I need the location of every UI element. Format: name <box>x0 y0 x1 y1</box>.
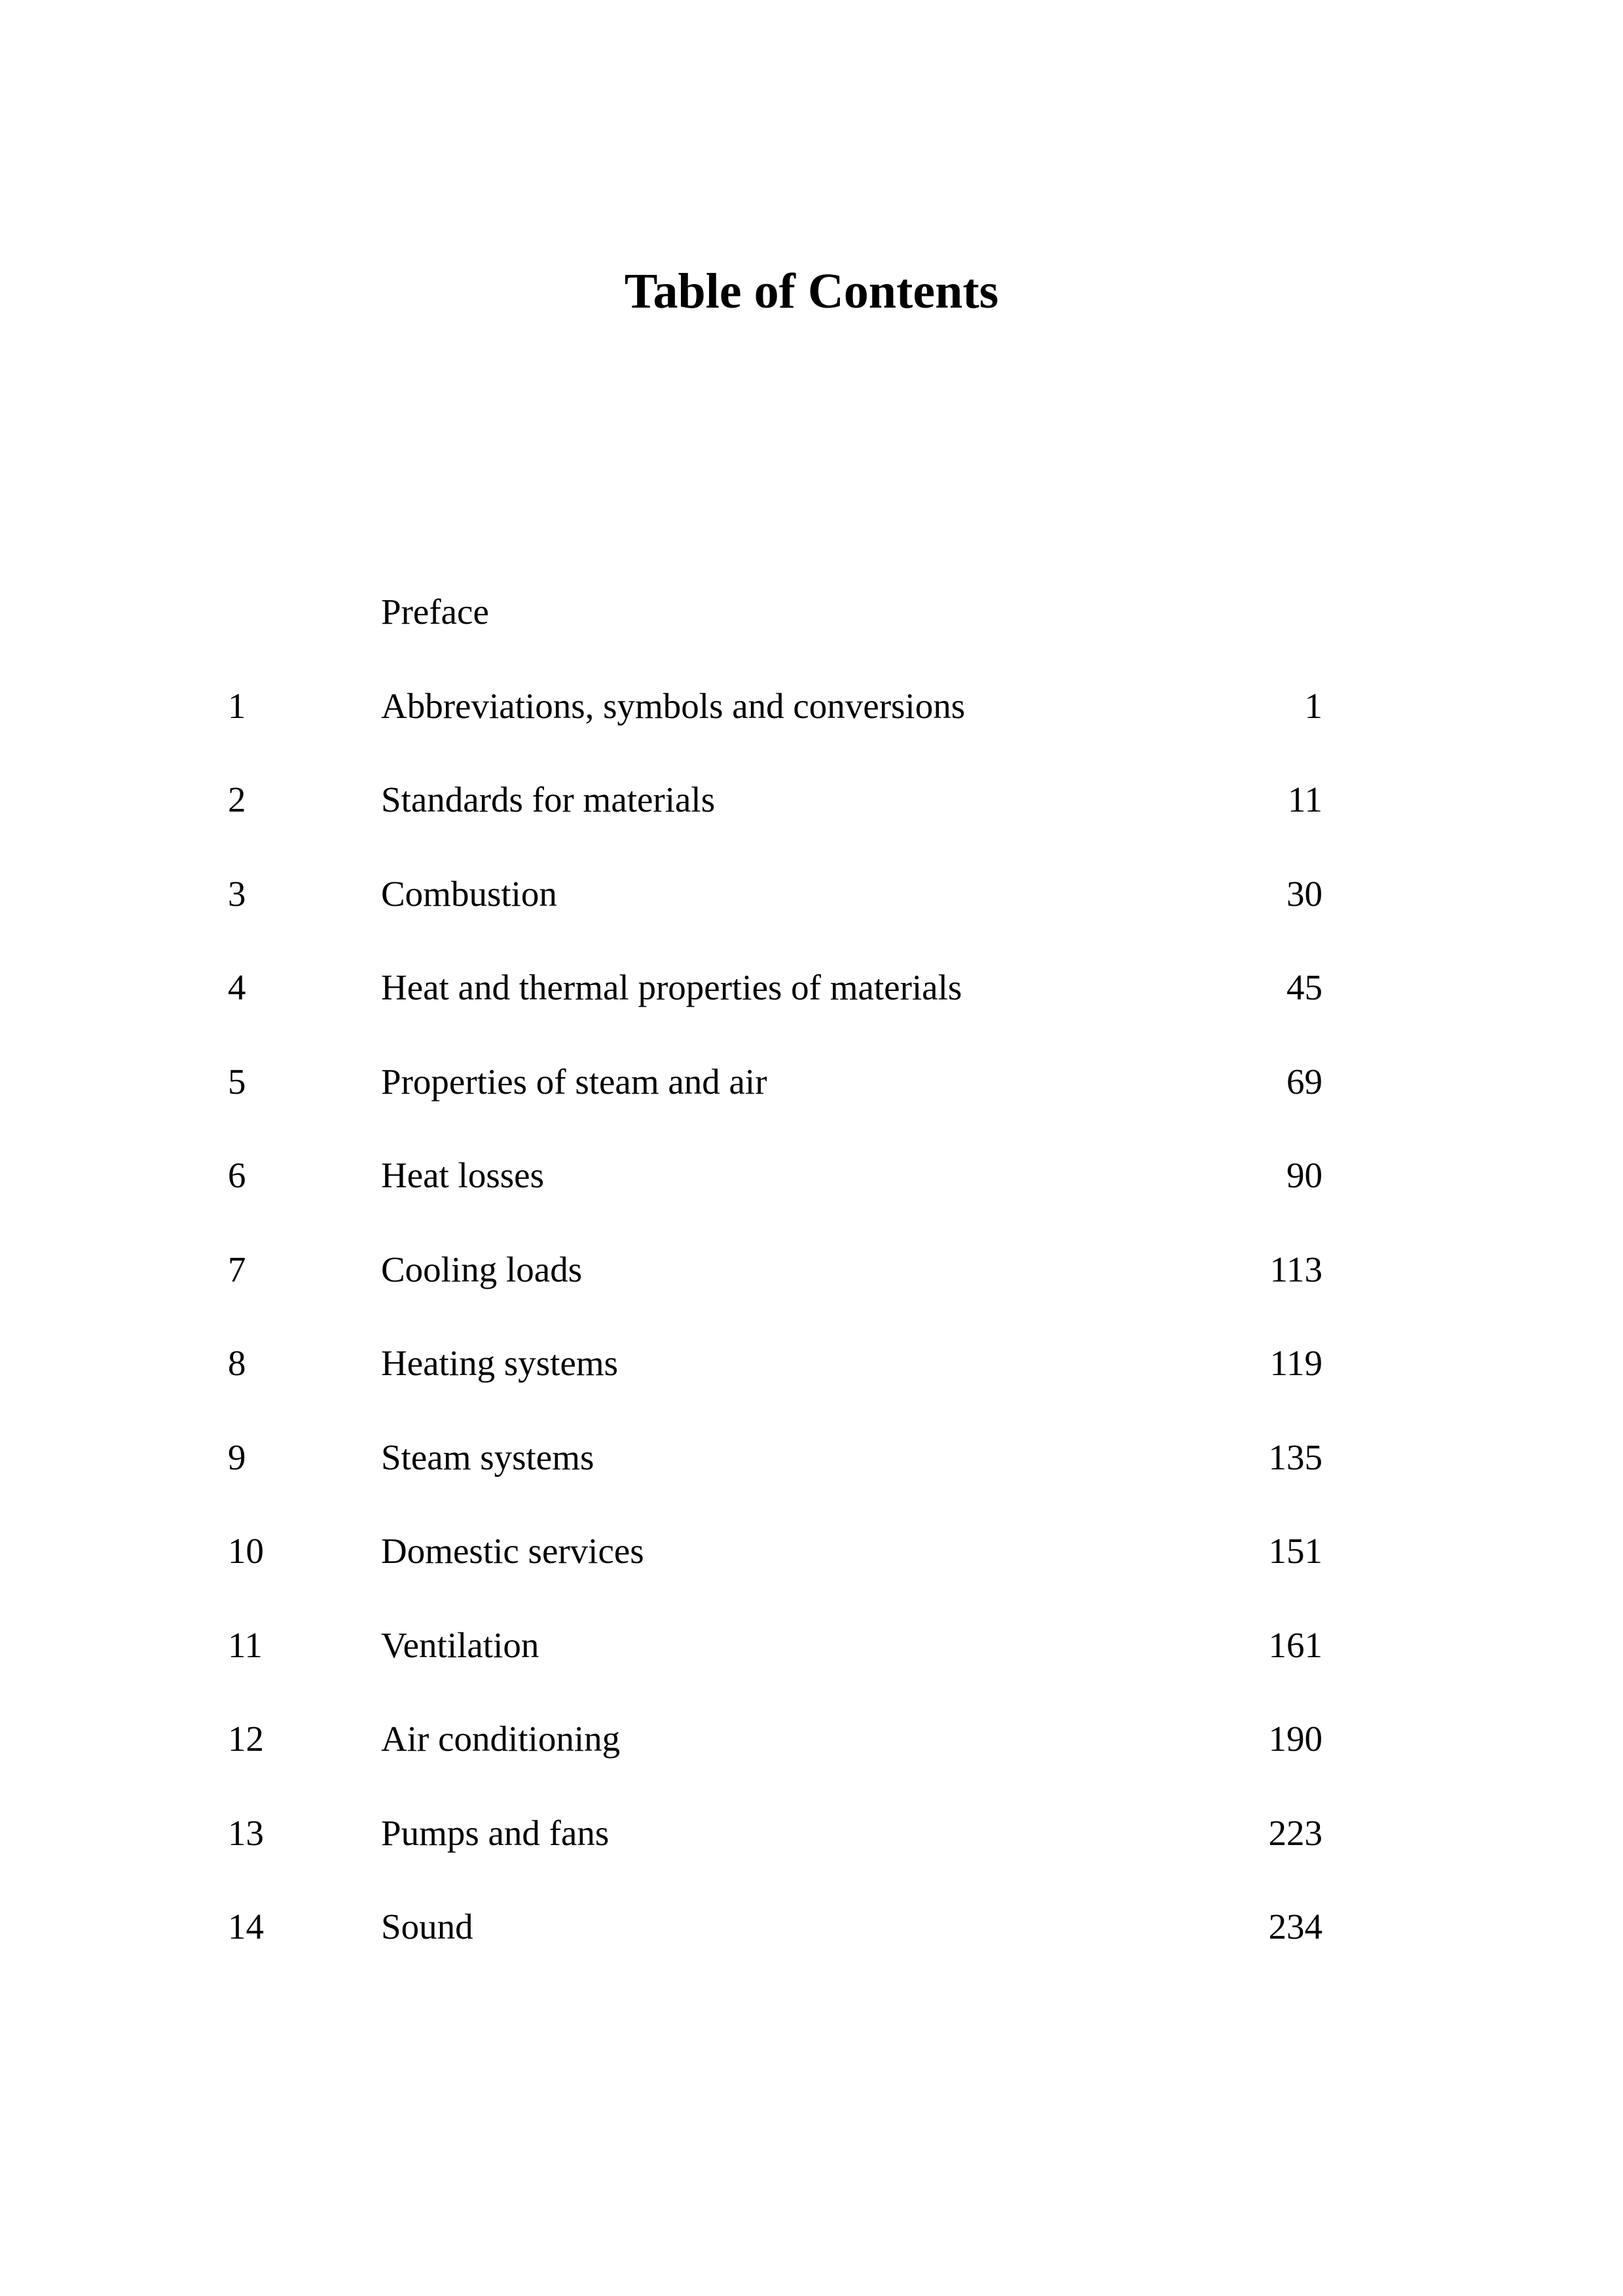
toc-page-number: 90 <box>1286 1155 1322 1195</box>
toc-chapter-title: Air conditioning <box>381 1719 621 1759</box>
toc-page-number: 119 <box>1269 1343 1322 1383</box>
toc-chapter-title: Heating systems <box>381 1343 619 1383</box>
toc-page-number: 161 <box>1268 1624 1322 1665</box>
toc-page-number: 1 <box>1304 685 1322 726</box>
toc-chapter-title: Heat and thermal properties of materials <box>381 967 962 1007</box>
toc-page-number: 135 <box>1268 1437 1322 1477</box>
toc-list <box>0 589 1623 1998</box>
toc-chapter-number: 11 <box>228 1624 263 1665</box>
toc-chapter-number: 10 <box>228 1531 264 1571</box>
toc-page-number: 113 <box>1269 1249 1322 1289</box>
toc-page-number: 11 <box>1288 780 1322 819</box>
toc-entry <box>0 1810 1623 1905</box>
toc-chapter-title: Heat losses <box>381 1155 544 1195</box>
toc-chapter-number: 1 <box>228 685 246 726</box>
page-title: Table of Contents <box>624 264 999 319</box>
toc-entry <box>0 1247 1623 1341</box>
toc-chapter-number: 3 <box>228 873 246 914</box>
toc-page-number: 223 <box>1268 1812 1322 1853</box>
toc-chapter-title: Domestic services <box>381 1531 644 1571</box>
toc-chapter-number: 14 <box>228 1907 264 1946</box>
toc-page-number: 151 <box>1268 1531 1322 1571</box>
toc-page-number: 190 <box>1268 1719 1322 1759</box>
toc-chapter-number: 12 <box>228 1719 264 1759</box>
toc-chapter-number: 13 <box>228 1812 264 1853</box>
toc-entry <box>0 1059 1623 1153</box>
toc-entry <box>0 1153 1623 1247</box>
toc-page-number: 45 <box>1286 967 1322 1007</box>
toc-entry <box>0 777 1623 871</box>
toc-entry <box>0 965 1623 1059</box>
toc-chapter-title: Cooling loads <box>381 1249 583 1289</box>
toc-entry <box>0 1716 1623 1810</box>
toc-page-number: 30 <box>1286 873 1322 914</box>
toc-entry <box>0 1528 1623 1623</box>
toc-chapter-title: Pumps and fans <box>381 1812 610 1853</box>
toc-chapter-number: 2 <box>228 780 246 819</box>
toc-entry <box>0 1435 1623 1529</box>
toc-chapter-number: 9 <box>228 1437 246 1477</box>
toc-entry <box>0 1623 1623 1717</box>
toc-chapter-title: Ventilation <box>381 1624 539 1665</box>
toc-chapter-title: Steam systems <box>381 1437 594 1477</box>
toc-entry <box>0 871 1623 965</box>
toc-chapter-number: 6 <box>228 1155 246 1195</box>
toc-chapter-number: 4 <box>228 967 246 1007</box>
toc-chapter-title: Abbreviations, symbols and conversions <box>381 685 966 726</box>
toc-page-number: 234 <box>1268 1907 1322 1946</box>
toc-chapter-number: 7 <box>228 1249 246 1289</box>
toc-chapter-title: Standards for materials <box>381 780 716 819</box>
toc-chapter-title: Properties of steam and air <box>381 1061 767 1102</box>
toc-entry <box>0 1340 1623 1435</box>
toc-entry <box>0 1904 1623 1998</box>
toc-chapter-title: Sound <box>381 1907 473 1946</box>
toc-chapter-title: Combustion <box>381 873 557 914</box>
toc-chapter-title: Preface <box>381 592 489 632</box>
toc-chapter-number: 8 <box>228 1343 246 1383</box>
toc-page-number: 69 <box>1286 1061 1322 1102</box>
toc-chapter-number: 5 <box>228 1061 246 1102</box>
toc-entry-preface <box>0 589 1623 683</box>
toc-entry <box>0 683 1623 778</box>
